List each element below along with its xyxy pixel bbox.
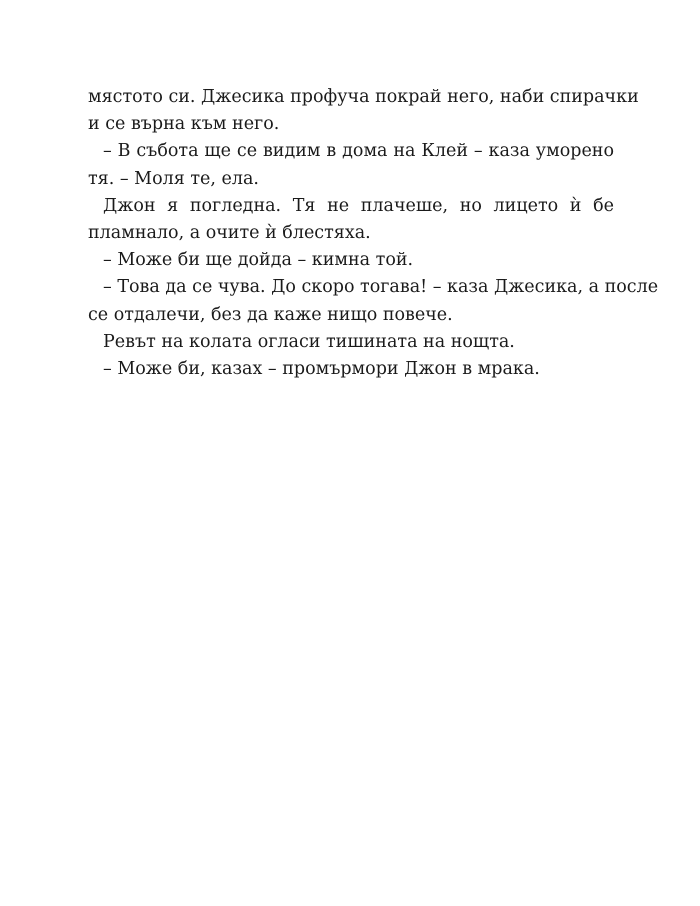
text-line: се отдалечи, без да каже нищо повече.: [88, 304, 453, 325]
text-line: – В събота ще се видим в дома на Клей – каза уморено: [103, 141, 614, 162]
text-line: Ревът на колата огласи тишината на нощта.: [103, 331, 515, 352]
text-line: пламнало, а очите ѝ блестяха.: [88, 223, 371, 244]
text-line: Джон я погледна. Тя не плачеше, но лицето ѝ бе: [103, 195, 614, 216]
page-text: [88, 84, 659, 383]
paragraph-3: [88, 193, 614, 247]
paragraph-6: [88, 329, 614, 356]
text-line: – Може би, казах – промърмори Джон в мрака.: [103, 359, 540, 380]
paragraph-4: [88, 247, 614, 274]
text-line: тя. – Моля те, ела.: [88, 168, 259, 189]
text-line: и се върна към него.: [88, 114, 280, 135]
paragraph-5: [88, 274, 659, 328]
paragraph-2: [88, 138, 614, 192]
text-line: – Това да се чува. До скоро тогава! – каза Джесика, а после: [103, 277, 659, 298]
paragraph-1: [88, 84, 639, 138]
paragraph-7: [88, 356, 614, 383]
text-line: мястото си. Джесика профуча покрай него, наби спирачки: [88, 87, 639, 107]
text-line: – Може би ще дойда – кимна той.: [103, 250, 414, 271]
